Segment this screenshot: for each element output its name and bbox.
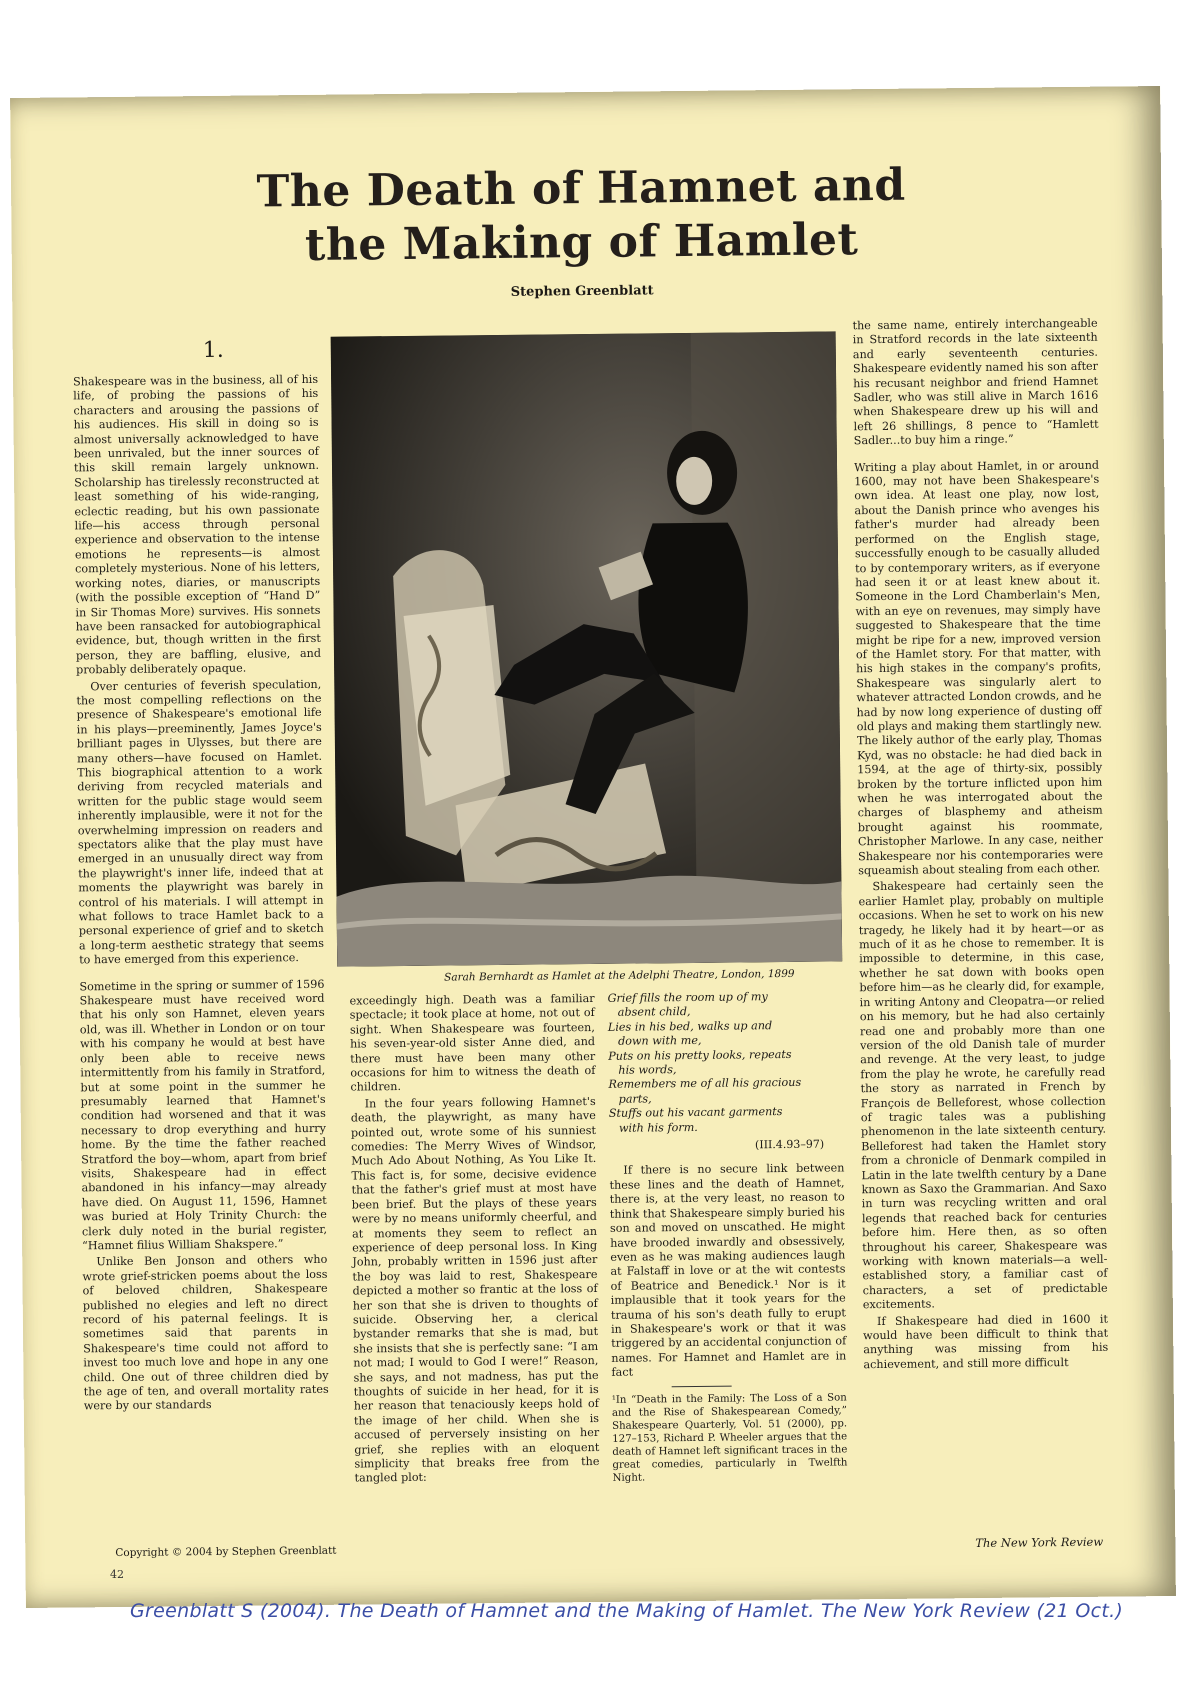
page-number: 42 [110, 1568, 124, 1581]
footnote: ¹In “Death in the Family: The Loss of a Son and the Rise of Shakespearean Comedy,” Shakespeare Quarterly, Vol. 51 (2000), pp. 127–153, Richard P. Wheeler argues that the death of Hamnet left significant traces in the great comedies, particularly in Twelfth Night. [611, 1391, 848, 1484]
verse-line: with his form. [618, 1120, 698, 1135]
paragraph: exceedingly high. Death was a familiar spectacle; it took place at home, not out of sight. When Shakespeare was fourteen, his seven-year-old sister Anne died, and there must have been many other occasions for him to witness the death of children. [349, 991, 596, 1094]
verse-line: parts, [618, 1092, 652, 1106]
paragraph: Over centuries of feverish speculation, the most compelling reflections on the presence of Shakespeare's emotional life in his plays—preeminently, James Joyce's brilliant pages in Ulysses, but there are many others—have focused on Hamlet. This biographical attention to a work deriving from recycled materials and written for the public stage would seem inherently implausible, were it not for the overwhelming impression on readers and spectators alike that the play must have emerged in an unusually direct way from the playwright's inner life, indeed that at moments the playwright was barely in control of his materials. I will attempt in what follows to trace Hamlet back to a personal experience of grief and to sketch a long-term aesthetic strategy that seems to have emerged from this experience. [76, 677, 325, 967]
article-title [171, 158, 992, 275]
copyright-notice: Copyright © 2004 by Stephen Greenblatt [115, 1544, 337, 1560]
column-2 [350, 992, 600, 1488]
running-footer: The New York Review [975, 1534, 1104, 1551]
paragraph: If there is no secure link between these lines and the death of Hamnet, there is, at the very least, no reason to think that Shakespeare simply buried his son and moved on unscathed. He might have brooded inwardly and obsessively, even as he was making audiences laugh at Falstaff in love or at the wit contests of Beatrice and Benedick.¹ Nor is it implausible that it took years for the trauma of his son's death fully to erupt in Shakespeare's work or that it was triggered by an accidental conjunction of names. For Hamnet and Hamlet are in fact [609, 1161, 847, 1379]
paragraph: Writing a play about Hamlet, in or around 1600, may not have been Shakespeare's own idea. At least one play, now lost, about the Danish prince who avenges his father's murder had already been performed on the English stage, successfully enough to be casually alluded to by contemporary writers, as if everyone had seen it or at least knew about it. Someone in the Lord Chamberlain's Men, with an eye on revenues, may simply have suggested to Shakespeare that the time might be ripe for a new, improved version of the Hamlet story. For that matter, with his high stakes in the company's profits, Shakespeare was singularly alert to whatever attracted London crowds, and he had by now long experience of dusting off old plays and making them startlingly new. The likely author of the early play, Thomas Kyd, was no obstacle: he had died back in 1594, at the age of thirty-six, possibly broken by the torture inflicted upon him when he was interrogated about the charges of blasphemy and atheism brought against his roommate, Christopher Marlowe. In any case, neither Shakespeare nor his contemporaries were squeamish about stealing from each other. [853, 458, 1104, 878]
king-john-quotation [608, 989, 844, 1136]
column-3 [608, 989, 848, 1486]
photo-illustration [331, 331, 843, 966]
paragraph: In the four years following Hamnet's death, the playwright, as many have pointed out, wrote some of his sunniest comedies: The Merry Wives of Windsor, Much Ado About Nothing, As You Like It. This fact is, for some, decisive evidence that the father's grief must at most have been brief. But the plays of these years were by no means uniformly cheerful, and at moments they seem to reflect an experience of deep personal loss. In King John, probably written in 1596 just after the boy was laid to rest, Shakespeare depicted a mother so frantic at the loss of her son that she is driven to thoughts of suicide. Observing her, a clerical bystander remarks that she is mad, but she insists that she is perfectly sane: “I am not mad; I would to God I were!” Reason, she says, and not madness, has put the thoughts of suicide in her head, for it is her reason that tenaciously keeps hold of the image of her child. When she is accused of perversely insisting on her grief, she replies with an eloquent simplicity that breaks free from the tangled plot: [350, 1094, 600, 1485]
paragraph: Sometime in the spring or summer of 1596 Shakespeare must have received word that his only son Hamnet, eleven years old, was ill. Whether in London or on tour with his company he would at best have only been able to receive news intermittently from his family in Stratford, but at some point in the summer he presumably learned that Hamnet's condition had worsened and that it was necessary to drop everything and hurry home. By the time the father reached Stratford the boy—whom, apart from brief visits, Shakespeare had in effect abandoned in his infancy—may already have died. On August 11, 1596, Hamnet was buried at Holy Trinity Church: the clerk duly noted in the burial register, “Hamnet filius William Shakspere.” [79, 977, 328, 1253]
paragraph: Shakespeare was in the business, all of his life, of probing the passions of his characters and arousing the passions of his audiences. His skill in doing so is almost universally acknowledged to have been unrivaled, but the inner sources of this skill remain largely unknown. Scholarship has tirelessly reconstructed at least something of his wide-ranging, eclectic reading, but his own passionate life—his access through personal experience and observation to the intense emotions he represents—is almost completely mysterious. None of his letters, working notes, diaries, or manuscripts (with the possible exception of “Hand D” in Sir Thomas More) survives. His sonnets have been ransacked for autobiographical evidence, but, though written in the first person, they are baffling, elusive, and probably deliberately opaque. [73, 372, 322, 677]
magazine-page [10, 86, 1176, 1608]
verse-line: Stuffs out his vacant garments [608, 1105, 783, 1121]
paragraph: Shakespeare had certainly seen the earlier Hamlet play, probably on multiple occasions. When he set to work on his new tragedy, he likely had it by heart—or as much of it as he chose to remember. It is impossible to determine, in this case, whether he sat down with books open before him—as he clearly did, for example, in writing Antony and Cleopatra—or relied on his memory, but he had also certainly read one and probably more than one version of the old Danish tale of murder and revenge. At the very least, to judge from the play he wrote, he carefully read the story as narrated in French by François de Belleforest, whose collection of tragic tales was a publishing phenomenon in the late sixteenth century. Belleforest had taken the Hamlet story from a chronicle of Denmark compiled in Latin in the late twelfth century by a Dane known as Saxo the Grammarian. And Saxo in turn was recycling written and oral legends that reached back for centuries before him. Here then, as so often throughout his career, Shakespeare was working with known materials—a well-established story, a familiar cast of characters, a set of predictable excitements. [858, 878, 1108, 1312]
paragraph: the same name, entirely interchangeable in Stratford records in the late sixteenth and early seventeenth centuries. Shakespeare evidently named his son after his recusant neighbor and friend Hamnet Sadler, who was still alive in March 1616 when Shakespeare drew up his will and left 26 shillings, 8 pence to “Hamlett Sadler...to buy him a ringe.” [852, 316, 1099, 448]
footnote-divider [672, 1385, 732, 1387]
verse-line: absent child, [617, 1005, 691, 1020]
verse-line: Remembers me of all his gracious [608, 1076, 802, 1092]
section-number: 1. [202, 337, 224, 364]
paragraph: If Shakespeare had died in 1600 it would have been difficult to think that anything was missing from his achievement, and still more difficult [863, 1312, 1109, 1372]
verse-line: Puts on his pretty looks, repeats [608, 1047, 792, 1063]
title-line-2: the Making of Hamlet [304, 214, 859, 271]
photo-caption: Sarah Bernhardt as Hamlet at the Adelphi Theatre, London, 1899 [444, 967, 795, 984]
paragraph: Unlike Ben Jonson and others who wrote grief-stricken poems about the loss of beloved children, Shakespeare published no elegies and left no direct record of his paternal feelings. It is sometimes said that parents in Shakespeare's time could not afford to invest too much love and hope in any one child. One out of three children died by the age of ten, and overall mortality rates were by our standards [82, 1253, 329, 1413]
play-citation: (III.4.93–97) [754, 1137, 825, 1152]
handwritten-reference: Greenblatt S (2004). The Death of Hamnet and the Making of Hamlet. The New York Review (21 Oct.) [130, 1600, 1124, 1622]
bernhardt-photo [331, 331, 843, 966]
verse-line: Grief fills the room up of my [607, 990, 768, 1005]
verse-line: his words, [618, 1063, 677, 1077]
verse-line: Lies in his bed, walks up and [607, 1018, 773, 1034]
column-1 [73, 373, 329, 1416]
column-4 [852, 317, 1108, 1375]
title-line-1: The Death of Hamnet and [256, 159, 906, 218]
author-byline: Stephen Greenblatt [510, 283, 654, 300]
verse-line: down with me, [617, 1034, 702, 1048]
